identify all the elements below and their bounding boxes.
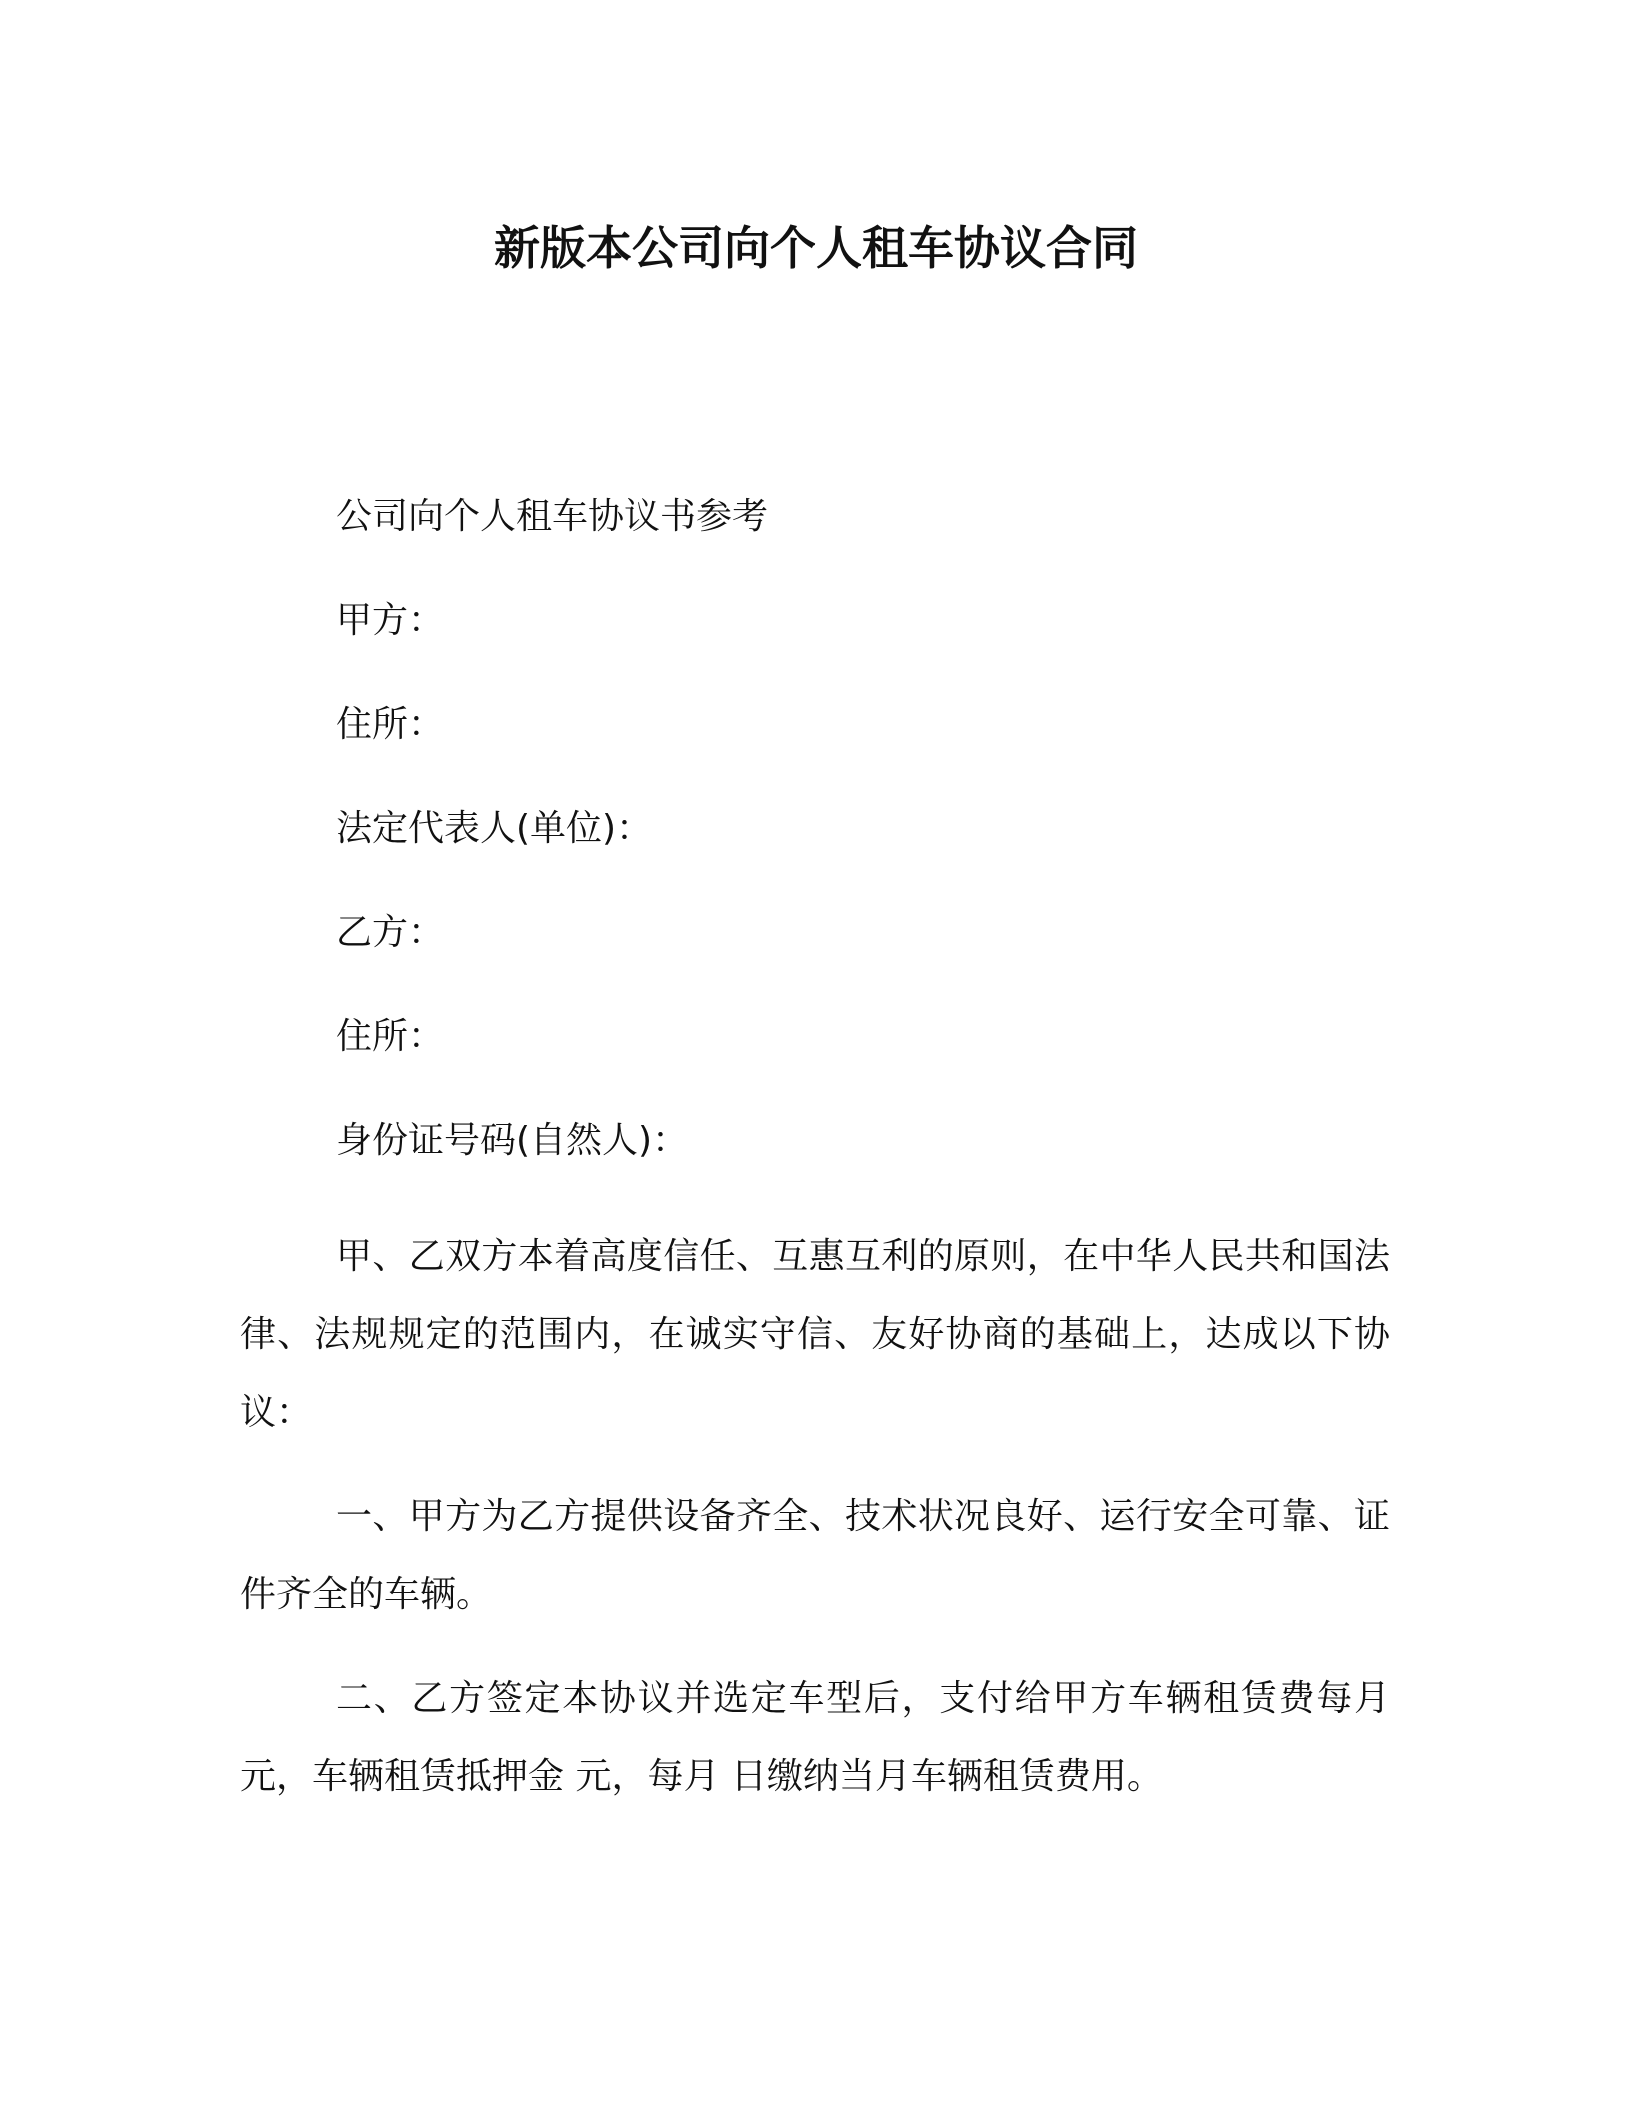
intro-paragraph: 甲、乙双方本着高度信任、互惠互利的原则，在中华人民共和国法律、法规规定的范围内，在诚实守信、友好协商的基础上，达成以下协议：: [240, 1236, 1390, 1433]
clause-1-paragraph: 一、甲方为乙方提供设备齐全、技术状况良好、运行安全可靠、证件齐全的车辆。: [240, 1496, 1390, 1615]
document-body: [240, 490, 1390, 1842]
document-subtitle: 公司向个人租车协议书参考: [336, 496, 769, 537]
id-number-field: 身份证号码(自然人)：: [336, 1120, 689, 1161]
document-title: 新版本公司向个人租车协议合同: [494, 221, 1138, 275]
party-a-address-field: 住所：: [336, 704, 445, 745]
clause-2-paragraph: 二、乙方签定本协议并选定车型后，支付给甲方车辆租赁费每月 元，车辆租赁抵押金 元，每月 日缴纳当月车辆租赁费用。: [240, 1678, 1390, 1797]
party-b-address-field: 住所：: [336, 1016, 445, 1057]
party-a-field: 甲方：: [336, 600, 445, 641]
legal-representative-field: 法定代表人(单位)：: [336, 808, 653, 849]
party-b-field: 乙方：: [336, 912, 445, 953]
